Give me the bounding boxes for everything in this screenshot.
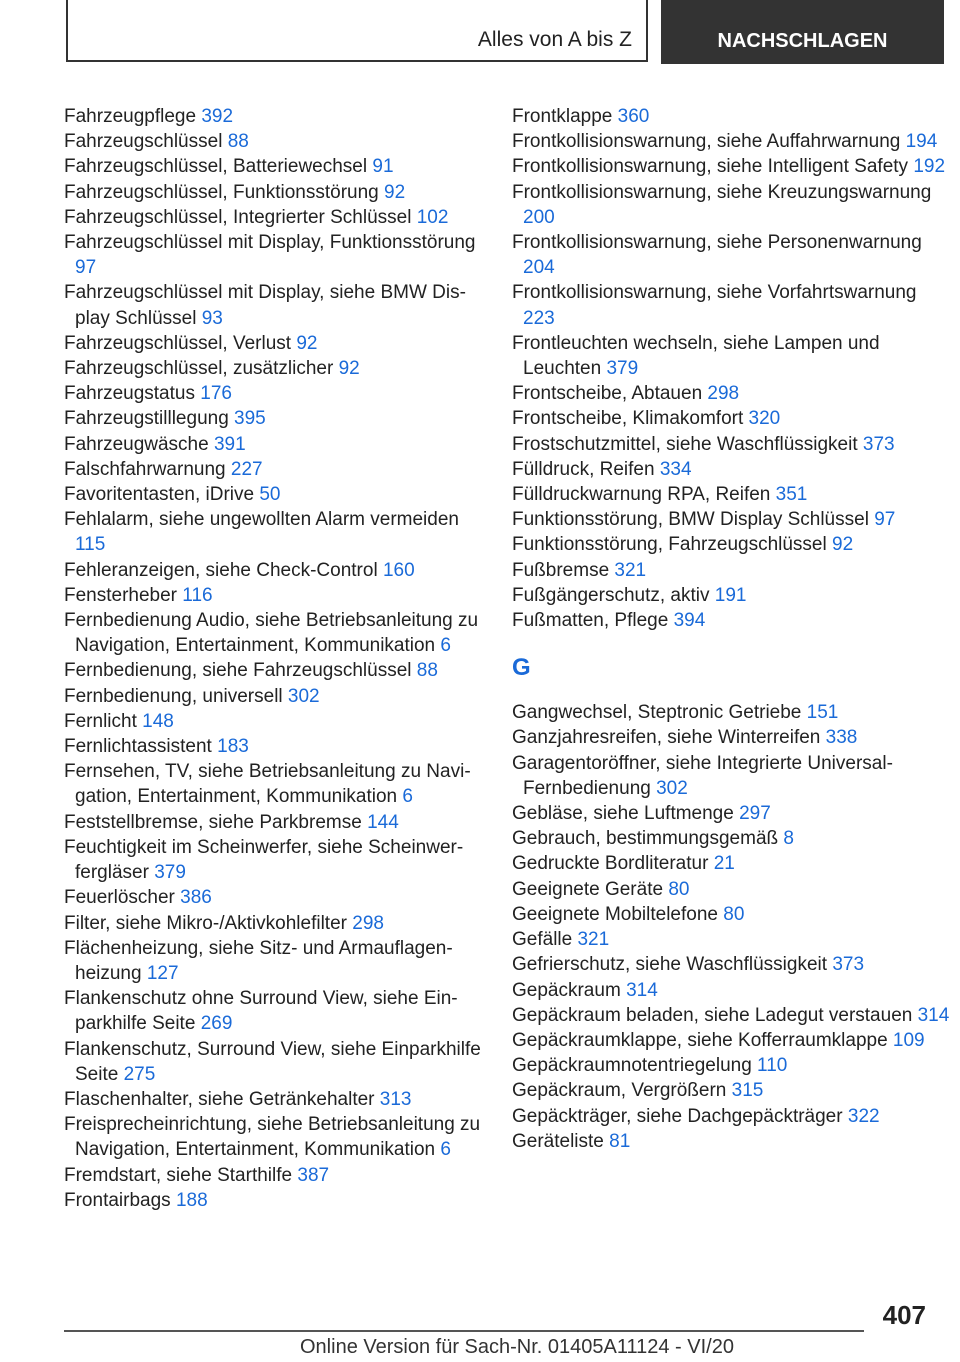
index-entry-term: Frontklappe [512, 106, 613, 127]
index-entry [64, 129, 494, 154]
index-entry [512, 1003, 952, 1028]
index-entry-page-link[interactable]: 92 [384, 181, 406, 203]
index-entry-term: Gepäckraum beladen, siehe Ladegut verstauen [512, 1004, 913, 1026]
index-entry [512, 1078, 952, 1103]
index-entry-page-link[interactable]: 314 [626, 979, 658, 1001]
index-entry [64, 507, 494, 557]
index-entry-term: Gepäckträger, siehe Dachgepäckträger [512, 1105, 843, 1127]
index-entry-term: Fahrzeugschlüssel, Funktionsstörung [64, 181, 379, 203]
index-entry-page-link[interactable]: 386 [180, 887, 212, 909]
index-entry-page-link[interactable]: 91 [372, 156, 394, 178]
index-entry [512, 457, 952, 482]
index-entry-page-link[interactable]: 8 [783, 828, 794, 850]
index-entry-term: Fahrzeugstatus [64, 383, 195, 405]
index-entry-term: Fahrzeugschlüssel [64, 131, 223, 153]
index-entry-term: Fernlichtassistent [64, 736, 212, 758]
index-entry-page-link[interactable]: 394 [673, 610, 706, 632]
index-entry [512, 331, 952, 381]
index-entry-page-link[interactable]: 391 [213, 433, 246, 455]
index-entry-page-link[interactable]: 320 [748, 408, 781, 430]
index-entry-term: Fehleranzeigen, siehe Check-Control [64, 559, 378, 581]
index-entry-page-link[interactable]: 373 [862, 433, 895, 455]
index-entry [64, 205, 494, 230]
index-entry-page-link[interactable]: 6 [440, 1139, 451, 1161]
index-entry [64, 658, 494, 683]
index-entry [64, 482, 494, 507]
index-entry [64, 280, 494, 330]
index-entry-page-link[interactable]: 188 [175, 1189, 208, 1211]
index-entry [512, 558, 952, 583]
index-entry-term: Flächenheizung, siehe Sitz- und Armauflagenheizung [64, 937, 453, 984]
page-header [0, 0, 960, 64]
index-entry [64, 1112, 494, 1162]
index-entry-page-link[interactable]: 6 [402, 786, 413, 808]
index-entry [512, 877, 952, 902]
index-entry-page-link[interactable]: 148 [142, 710, 174, 732]
index-entry-term: Frostschutzmittel, siehe Waschflüssigkeit [512, 433, 858, 455]
index-entry [64, 1037, 494, 1087]
index-entry-page-link[interactable]: 192 [913, 156, 946, 178]
index-entry [64, 1163, 494, 1188]
index-entry-page-link[interactable]: 183 [217, 736, 249, 758]
index-entry-page-link[interactable]: 144 [367, 811, 399, 833]
index-entry-page-link[interactable]: 313 [379, 1088, 412, 1110]
index-entry-term: Fußbremse [512, 559, 610, 581]
index-entry-term: Garagentoröffner, siehe Integrierte UniversalFernbedienung [512, 752, 893, 799]
index-entry-term: Frontkollisionswarnung, siehe Personenwarnung [512, 232, 922, 254]
index-entry [512, 1053, 952, 1078]
index-entry-page-link[interactable]: 92 [832, 534, 854, 556]
index-entry-term: Gepäckraum, Vergrößern [512, 1080, 727, 1102]
index-entry-page-link[interactable]: 321 [614, 559, 647, 581]
index-entry [64, 835, 494, 885]
index-entry-term: Fehlalarm, siehe ungewollten Alarm vermeiden [64, 509, 459, 531]
index-entry-term: Gefälle [512, 929, 573, 951]
index-entry-term: Feststellbremse, siehe Parkbremse [64, 811, 362, 833]
header-chapter-tab: NACHSCHLAGEN [661, 0, 944, 64]
index-entry-page-link[interactable]: 338 [825, 727, 858, 749]
index-entry [512, 104, 952, 129]
index-entry-term: Fußgängerschutz, aktiv [512, 584, 710, 606]
index-entry-page-link[interactable]: 88 [227, 131, 249, 153]
index-entry-page-link[interactable]: 194 [905, 131, 938, 153]
index-entry-page-link[interactable]: 93 [201, 307, 223, 329]
index-entry [512, 154, 952, 179]
index-entry [64, 936, 494, 986]
index-entry [512, 725, 952, 750]
index-entry [64, 734, 494, 759]
index-entry-page-link[interactable]: 160 [382, 559, 415, 581]
index-entry-page-link[interactable]: 204 [523, 257, 555, 279]
index-group-f [512, 104, 952, 633]
index-entry-page-link[interactable]: 395 [234, 408, 266, 430]
index-entry [64, 381, 494, 406]
index-entry-term: Gepäckraum [512, 979, 621, 1001]
index-entry [512, 902, 952, 927]
index-entry-term: Fensterheber [64, 584, 178, 606]
index-column-right [512, 104, 952, 1154]
index-entry-term: Funktionsstörung, Fahrzeugschlüssel [512, 534, 827, 556]
index-entry-page-link[interactable]: 151 [806, 702, 839, 724]
index-entry-page-link[interactable]: 110 [757, 1055, 788, 1077]
index-entry-term: Ganzjahresreifen, siehe Winterreifen [512, 727, 821, 749]
index-entry [64, 154, 494, 179]
index-entry-page-link[interactable]: 109 [892, 1029, 925, 1051]
index-entry-page-link[interactable]: 80 [723, 903, 745, 925]
index-entry [512, 751, 952, 801]
index-entry-term: Fernbedienung Audio, siehe Betriebsanleitung zu Navigation, Entertainment, Kommunikation [64, 610, 479, 657]
index-entry [64, 986, 494, 1036]
index-entry [64, 457, 494, 482]
index-entry [512, 1104, 952, 1129]
index-entry-term: Gepäckraumklappe, siehe Kofferraumklappe [512, 1029, 888, 1051]
page-number: 407 [882, 1300, 926, 1330]
index-entry-term: Gepäckraumnotentriegelung [512, 1055, 752, 1077]
index-entry-term: Gangwechsel, Steptronic Getriebe [512, 702, 802, 724]
index-entry [512, 826, 952, 851]
index-entry-page-link[interactable]: 379 [606, 358, 639, 380]
index-entry [512, 1028, 952, 1053]
footer-divider [64, 1330, 864, 1332]
index-entry [64, 331, 494, 356]
index-column-left [64, 104, 494, 1213]
index-entry-term: Frontscheibe, Klimakomfort [512, 408, 744, 430]
index-entry-page-link[interactable]: 80 [668, 878, 690, 900]
index-entry-page-link[interactable]: 223 [523, 307, 555, 329]
index-entry-page-link[interactable]: 102 [416, 206, 449, 228]
index-entry-term: Gebrauch, bestimmungsgemäß [512, 828, 779, 850]
index-entry [512, 927, 952, 952]
index-entry-page-link[interactable]: 302 [656, 777, 688, 799]
index-entry [512, 482, 952, 507]
index-entry [512, 851, 952, 876]
index-entry [512, 230, 952, 280]
index-entry-term: Frontscheibe, Abtauen [512, 383, 703, 405]
index-entry-page-link[interactable]: 6 [440, 635, 451, 657]
index-entry-term: Fahrzeugschlüssel, zusätzlicher [64, 358, 334, 380]
index-entry [512, 952, 952, 977]
index-entry [64, 759, 494, 809]
index-entry [64, 885, 494, 910]
index-entry-term: Fernlicht [64, 710, 137, 732]
index-entry-term: Geräteliste [512, 1130, 604, 1152]
index-entry-term: Frontkollisionswarnung, siehe Auffahrwarnung [512, 131, 901, 153]
index-entry [64, 180, 494, 205]
header-section-title: Alles von A bis Z [477, 28, 632, 51]
index-entry-page-link[interactable]: 92 [296, 332, 318, 354]
index-entry [64, 406, 494, 431]
footer-text: Online Version für Sach-Nr. 01405A11124 - VI/20 [300, 1336, 734, 1358]
index-entry-page-link[interactable]: 302 [287, 685, 320, 707]
index-entry-page-link[interactable]: 115 [75, 534, 106, 556]
index-entry-page-link[interactable]: 97 [874, 509, 896, 531]
index-entry-term: Geeignete Mobiltelefone [512, 903, 718, 925]
index-entry-page-link[interactable]: 275 [123, 1063, 156, 1085]
index-entry-page-link[interactable]: 176 [200, 383, 232, 405]
index-entry-page-link[interactable]: 387 [297, 1164, 330, 1186]
index-entry [512, 180, 952, 230]
index-entry-page-link[interactable]: 314 [917, 1004, 950, 1026]
index-entry-term: Frontkollisionswarnung, siehe Kreuzungswarnung [512, 181, 932, 203]
index-entry-term: Freisprecheinrichtung, siehe Betriebsanleitung zu Navigation, Entertainment, Kommunikation [64, 1114, 481, 1161]
index-entry-term: Frontkollisionswarnung, siehe Intelligent Safety [512, 156, 909, 178]
index-entry-term: Fahrzeugstilllegung [64, 408, 229, 430]
index-entry-term: Filter, siehe Mikro-/Aktivkohlefilter [64, 912, 347, 934]
index-entry-term: Fahrzeugpflege [64, 106, 197, 127]
index-letter-heading: G [512, 654, 531, 682]
index-entry-page-link[interactable]: 322 [847, 1105, 880, 1127]
index-entry-term: Funktionsstörung, BMW Display Schlüssel [512, 509, 869, 531]
index-entry-term: Fernsehen, TV, siehe Betriebsanleitung zu Navigation, Entertainment, Kommunikation [64, 761, 471, 808]
index-entry [64, 432, 494, 457]
index-entry-term: Flankenschutz ohne Surround View, siehe Einparkhilfe Seite [64, 988, 458, 1035]
index-entry-term: Fahrzeugschlüssel, Verlust [64, 332, 292, 354]
index-entry-term: Fahrzeugschlüssel, Batteriewechsel [64, 156, 368, 178]
index-entry-term: Fahrzeugschlüssel mit Display, Funktionsstörung [64, 232, 476, 254]
index-entry-term: Gedruckte Bordliteratur [512, 853, 709, 875]
index-entry [512, 1129, 952, 1154]
index-entry-term: Fahrzeugschlüssel mit Display, siehe BMW Display Schlüssel [64, 282, 466, 329]
index-entry-page-link[interactable]: 379 [154, 862, 186, 884]
index-entry-page-link[interactable]: 21 [713, 853, 735, 875]
index-entry [512, 532, 952, 557]
header-section-box [66, 0, 648, 62]
index-entry-page-link[interactable]: 298 [707, 383, 740, 405]
index-entry-term: Fahrzeugschlüssel, Integrierter Schlüssel [64, 206, 412, 228]
index-entry [64, 810, 494, 835]
index-entry-term: Frontkollisionswarnung, siehe Vorfahrtswarnung [512, 282, 917, 304]
index-entry-page-link[interactable]: 373 [832, 954, 865, 976]
index-entry [512, 978, 952, 1003]
index-entry-term: Fülldruck, Reifen [512, 458, 655, 480]
index-entry-page-link[interactable]: 81 [609, 1130, 631, 1152]
index-entry [64, 608, 494, 658]
index-entry-term: Fußmatten, Pflege [512, 610, 669, 632]
index-entry [512, 432, 952, 457]
index-entry-term: Geeignete Geräte [512, 878, 664, 900]
index-entry-term: Frontairbags [64, 1189, 171, 1211]
index-entry-page-link[interactable]: 315 [731, 1080, 764, 1102]
index-entry-term: Flaschenhalter, siehe Getränkehalter [64, 1088, 375, 1110]
index-entry-page-link[interactable]: 392 [201, 106, 234, 127]
index-entry [512, 129, 952, 154]
index-entry [64, 911, 494, 936]
index-entry-page-link[interactable]: 298 [352, 912, 384, 934]
index-entry [64, 558, 494, 583]
index-entry-page-link[interactable]: 269 [200, 1013, 233, 1035]
index-entry-term: Fahrzeugwäsche [64, 433, 209, 455]
index-entry [512, 801, 952, 826]
index-entry-term: Fernbedienung, siehe Fahrzeugschlüssel [64, 660, 412, 682]
index-entry [64, 230, 494, 280]
index-entry-page-link[interactable]: 297 [739, 803, 771, 825]
index-entry [512, 381, 952, 406]
index-entry [512, 280, 952, 330]
index-entry-term: Fülldruckwarnung RPA, Reifen [512, 484, 771, 506]
index-entry-page-link[interactable]: 200 [523, 206, 555, 228]
index-entry-page-link[interactable]: 127 [146, 962, 179, 984]
index-entry [512, 583, 952, 608]
index-entry-page-link[interactable]: 191 [714, 584, 747, 606]
index-entry [64, 356, 494, 381]
index-entry-page-link[interactable]: 92 [338, 358, 360, 380]
index-entry-term: Frontleuchten wechseln, siehe Lampen und Leuchten [512, 332, 880, 380]
index-entry-page-link[interactable]: 227 [230, 458, 263, 480]
index-group-g [512, 700, 952, 1154]
index-entry [64, 583, 494, 608]
index-entry-term: Gebläse, siehe Luftmenge [512, 803, 734, 825]
index-entry-page-link[interactable]: 50 [259, 484, 281, 506]
index-entry [64, 1188, 494, 1213]
index-entry-page-link[interactable]: 321 [577, 929, 610, 951]
index-entry-term: Falschfahrwarnung [64, 458, 226, 480]
index-entry-term: Favoritentasten, iDrive [64, 484, 255, 506]
index-entry-term: Fernbedienung, universell [64, 685, 283, 707]
index-entry [512, 406, 952, 431]
index-entry [64, 104, 494, 129]
index-entry-page-link[interactable]: 334 [659, 458, 692, 480]
index-entry-term: Flankenschutz, Surround View, siehe Einparkhilfe Seite [64, 1038, 481, 1085]
index-entry-page-link[interactable]: 97 [75, 257, 97, 279]
index-entry-term: Feuerlöscher [64, 887, 175, 909]
index-entry [64, 684, 494, 709]
index-entry-term: Feuchtigkeit im Scheinwerfer, siehe Scheinwerfergläser [64, 836, 464, 884]
index-entry-page-link[interactable]: 351 [775, 484, 808, 506]
index-entry [512, 700, 952, 725]
index-entry-page-link[interactable]: 116 [182, 584, 213, 606]
index-entry-page-link[interactable]: 88 [416, 660, 438, 682]
index-entry [64, 1087, 494, 1112]
index-entry [512, 507, 952, 532]
index-entry-page-link[interactable]: 360 [617, 106, 650, 127]
index-entry [64, 709, 494, 734]
index-entry-term: Fremdstart, siehe Starthilfe [64, 1164, 293, 1186]
index-entry-term: Gefrierschutz, siehe Waschflüssigkeit [512, 954, 828, 976]
index-entry [512, 608, 952, 633]
